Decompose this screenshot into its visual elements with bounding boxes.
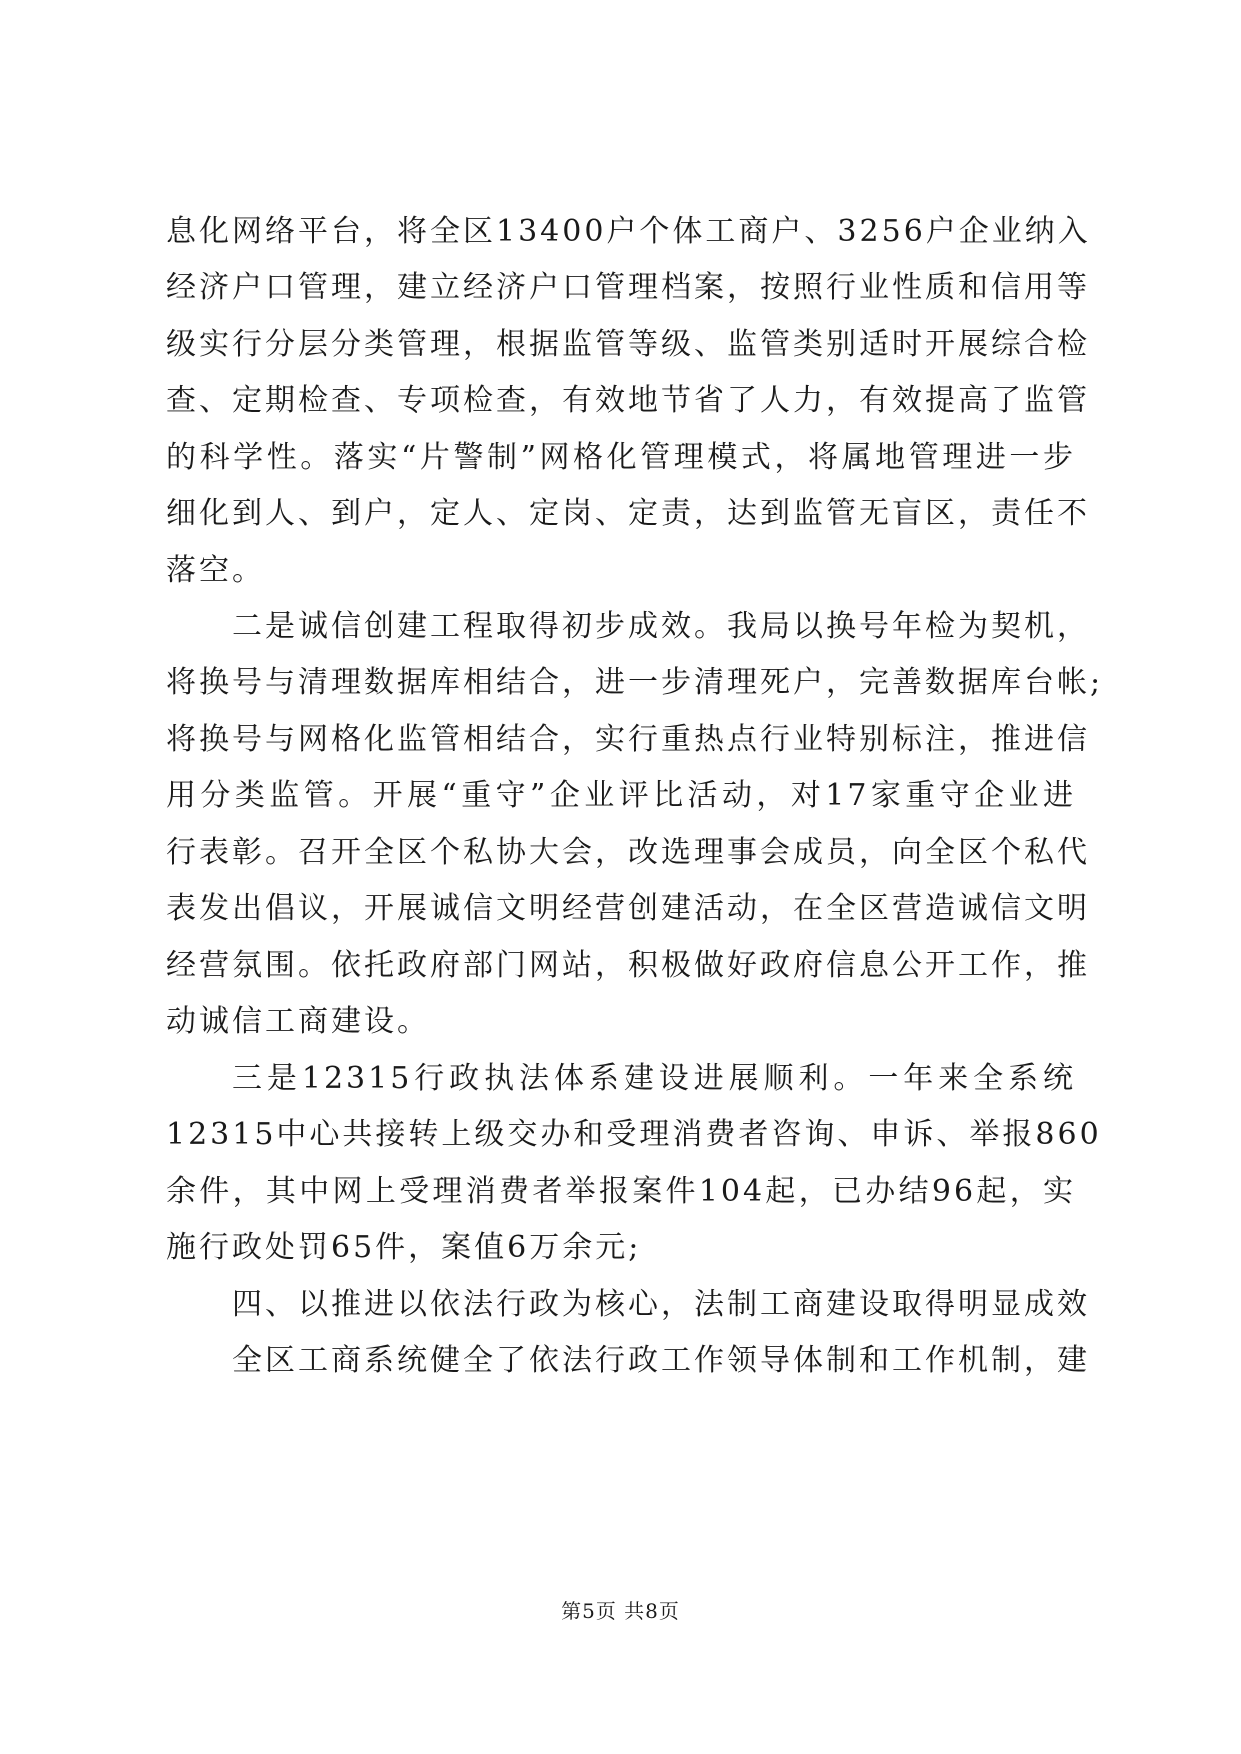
text-line: 将换号与清理数据库相结合，进一步清理死户，完善数据库台帐; [166, 665, 1104, 700]
paragraph-start-line: 全区工商系统健全了依法行政工作领导体制和工作机制，建 [232, 1343, 1090, 1378]
text-line: 经济户口管理，建立经济户口管理档案，按照行业性质和信用等 [166, 270, 1090, 305]
text-line: 12315中心共接转上级交办和受理消费者咨询、申诉、举报860 [166, 1117, 1102, 1152]
text-line: 将换号与网格化监管相结合，实行重热点行业特别标注，推进信 [166, 722, 1090, 757]
text-line: 动诚信工商建设。 [166, 1004, 430, 1039]
paragraph-start-line: 三是12315行政执法体系建设进展顺利。一年来全系统 [232, 1061, 1076, 1096]
text-line: 行表彰。召开全区个私协大会，改选理事会成员，向全区个私代 [166, 835, 1090, 870]
text-line: 细化到人、到户，定人、定岗、定责，达到监管无盲区，责任不 [166, 496, 1090, 531]
text-line: 表发出倡议，开展诚信文明经营创建活动，在全区营造诚信文明 [166, 891, 1090, 926]
text-line: 的科学性。落实“片警制”网格化管理模式，将属地管理进一步 [166, 440, 1076, 475]
page-number-footer: 第5页 共8页 [561, 1599, 680, 1623]
text-line: 施行政处罚65件，案值6万余元; [166, 1230, 642, 1265]
paragraph-start-line: 二是诚信创建工程取得初步成效。我局以换号年检为契机， [232, 609, 1090, 644]
text-line: 查、定期检查、专项检查，有效地节省了人力，有效提高了监管 [166, 383, 1090, 418]
text-line: 经营氛围。依托政府部门网站，积极做好政府信息公开工作，推 [166, 948, 1090, 983]
text-line: 息化网络平台，将全区13400户个体工商户、3256户企业纳入 [166, 214, 1091, 249]
text-line: 余件，其中网上受理消费者举报案件104起，已办结96起，实 [166, 1174, 1076, 1209]
text-line: 落空。 [166, 553, 265, 588]
section-heading: 四、以推进以依法行政为核心，法制工商建设取得明显成效 [232, 1287, 1090, 1322]
text-line: 级实行分层分类管理，根据监管等级、监管类别适时开展综合检 [166, 327, 1090, 362]
text-line: 用分类监管。开展“重守”企业评比活动，对17家重守企业进 [166, 778, 1076, 813]
